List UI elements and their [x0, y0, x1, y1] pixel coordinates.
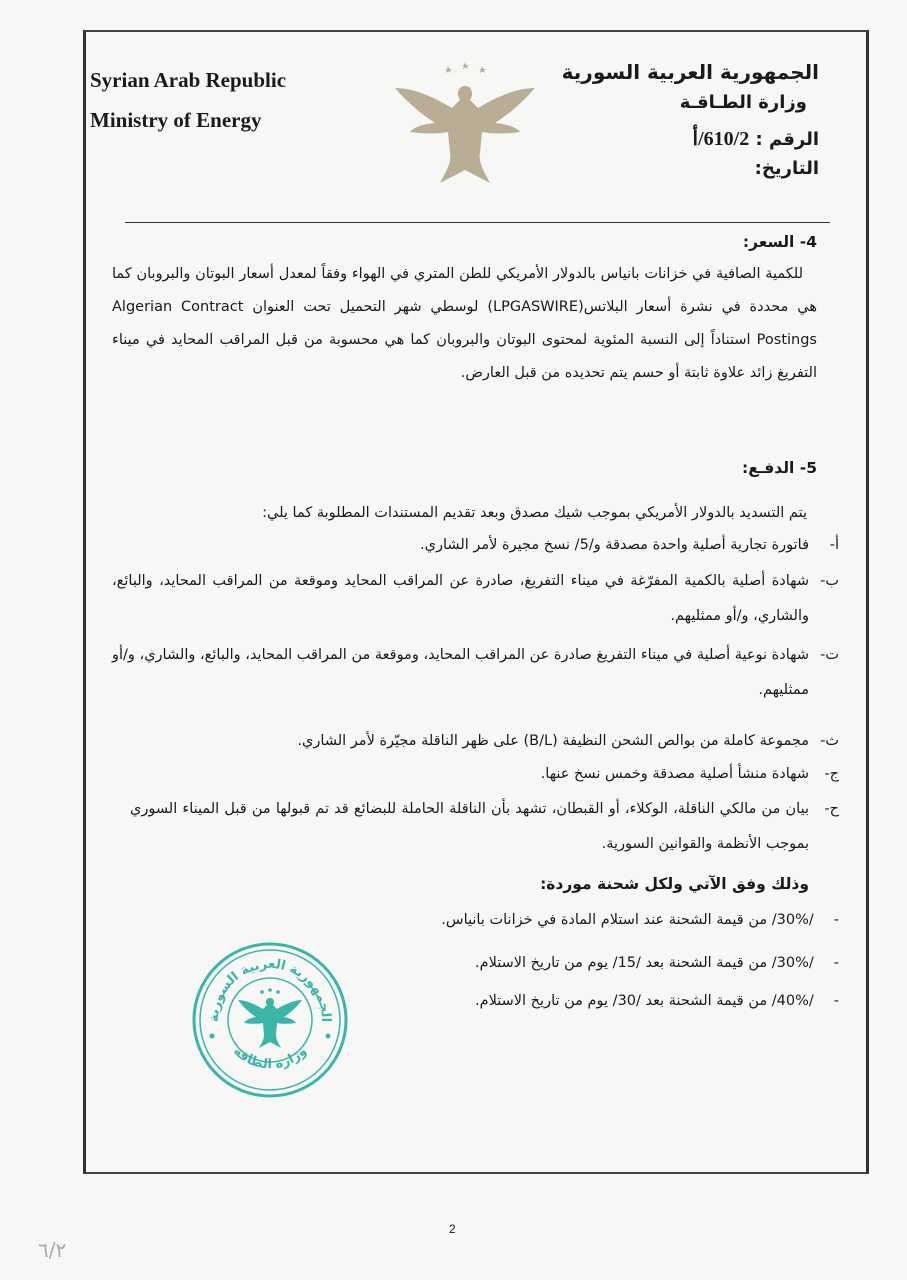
schedule-item: [475, 955, 839, 971]
reference-value: 610/2/أ: [692, 128, 750, 150]
section-4-heading: 4- السعر:: [742, 233, 817, 251]
bullet-dash: -: [833, 912, 839, 928]
header-country-ar: الجمهورية العربية السورية: [561, 60, 819, 84]
page-number: 2: [449, 1222, 456, 1236]
header-ministry-en: Ministry of Energy: [90, 108, 262, 132]
header-country-en: Syrian Arab Republic: [90, 68, 287, 92]
schedule-text: /30%/ من قيمة الشحنة بعد /15/ يوم من تاريخ الاستلام.: [475, 955, 814, 971]
reference-label: الرقم :: [755, 129, 819, 150]
item-text: مجموعة كاملة من بوالص الشحن النظيفة (B/L) على ظهر الناقلة مجيّرة لأمر الشاري.: [297, 733, 809, 749]
schedule-text: /30%/ من قيمة الشحنة عند استلام المادة في خزانات بانياس.: [441, 912, 814, 928]
item-text: فاتورة تجارية أصلية واحدة مصدقة و/5/ نسخ مجيرة لأمر الشاري.: [420, 537, 809, 553]
handwritten-page-note: ٦/٢: [38, 1238, 67, 1262]
item-marker: أ-: [829, 537, 839, 553]
payment-doc-item: [112, 528, 839, 563]
payment-doc-item: [130, 792, 839, 862]
item-marker: ت-: [820, 647, 839, 663]
bullet-dash: -: [833, 955, 839, 971]
section-5-heading: 5- الدفـع:: [742, 459, 817, 477]
date-label: التاريخ:: [754, 158, 819, 179]
svg-text:وزارة الطاقة: [230, 1044, 310, 1072]
payment-doc-item: [112, 638, 839, 708]
item-marker: ج-: [824, 766, 839, 782]
schedule-item: [441, 912, 839, 928]
schedule-heading: وذلك وفق الآتي ولكل شحنة موردة:: [540, 875, 809, 893]
header-divider: [125, 222, 830, 223]
item-marker: ث-: [820, 733, 839, 749]
item-marker: ب-: [820, 573, 839, 589]
item-text: شهادة نوعية أصلية في ميناء التفريغ صادرة عن المراقب المحايد، وموقعة من المراقب المحايد، والبائع، والشاري، و/أو ممثليهم.: [112, 647, 809, 698]
schedule-text: /40%/ من قيمة الشحنة بعد /30/ يوم من تاريخ الاستلام.: [475, 993, 814, 1009]
item-text: بيان من مالكي الناقلة، الوكلاء، أو القبطان، تشهد بأن الناقلة الحاملة للبضائع قد تم قبولها من قبل الميناء السوري بموجب الأنظمة والقوانين السورية.: [130, 801, 809, 852]
schedule-item: [475, 993, 839, 1009]
item-text: شهادة أصلية بالكمية المفرّغة في ميناء التفريغ، صادرة عن المراقب المحايد وموقعة من المراقب المحايد، والبائع، والشاري، و/أو ممثليهم.: [112, 573, 809, 624]
header-ministry-ar: وزارة الطـاقـة: [679, 92, 807, 113]
reference-number: [693, 126, 819, 151]
stamp-bottom-text: وزارة الطاقة: [230, 1043, 310, 1073]
payment-doc-item: [112, 757, 839, 792]
payment-doc-item: [112, 564, 839, 634]
bullet-dash: -: [833, 993, 839, 1009]
section-5-intro: يتم التسديد بالدولار الأمريكي بموجب شيك مصدق وبعد تقديم المستندات المطلوبة كما يلي:: [262, 505, 807, 521]
eagle-emblem-icon: [390, 58, 540, 188]
item-text: شهادة منشأ أصلية مصدقة وخمس نسخ عنها.: [540, 766, 809, 782]
payment-doc-item: [112, 724, 839, 759]
item-marker: ح-: [824, 801, 839, 817]
section-4-body: للكمية الصافية في خزانات بانياس بالدولار الأمريكي للطن المتري في الهواء وفقاً لمعدل أسعار البوتان والبروبان كما هي محددة في نشرة أسعار البلاتس(LPGASWIRE) لوسطي شهر التحميل تحت العنوان Algerian Contract Postings استناداً إلى النسبة المئوية لمحتوى البوتان والبروبان كما هي محسوبة من قبل المراقب المحايد في ميناء التفريغ زائد علاوة ثابتة أو حسم يتم تحديده من قبل العارض.: [112, 266, 817, 381]
stamp-top-text: الجمهورية العربية السورية: [206, 956, 334, 1023]
ministry-stamp-icon: [190, 940, 350, 1100]
